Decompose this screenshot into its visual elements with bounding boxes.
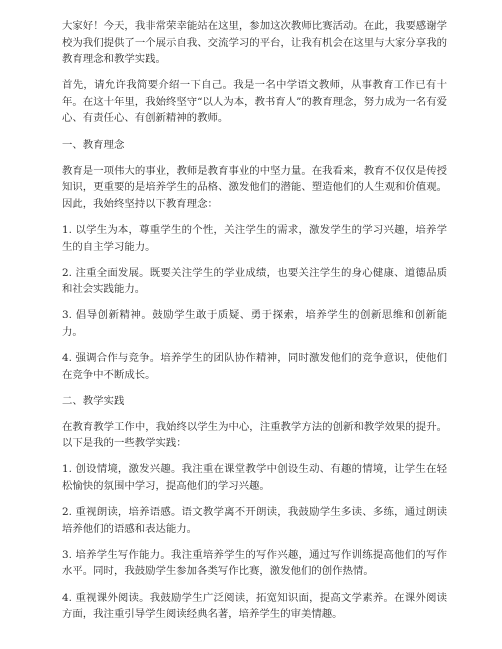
- philosophy-item-1: 1. 以学生为本，尊重学生的个性，关注学生的需求，激发学生的学习兴趣，培养学生的自主学习能力。: [62, 223, 447, 253]
- philosophy-item-3: 3. 倡导创新精神。鼓励学生敢于质疑、勇于探索，培养学生的创新思维和创新能力。: [62, 309, 447, 338]
- philosophy-paragraph: 教育是一项伟大的事业，教师是教育事业的中坚力量。在我看来，教育不仅仅是传授知识，更重要的是培养学生的品格、激发他们的潜能、塑造他们的人生观和价值观。因此，我始终坚持以下教育理念：: [62, 164, 447, 210]
- practice-item-2: 2. 重视朗读，培养语感。语文教学离不开朗读，我鼓励学生多读、多练，通过朗读培养他们的语感和表达能力。: [62, 506, 447, 535]
- section-heading-philosophy: 一、教育理念: [62, 138, 125, 151]
- practice-item-3: 3. 培养学生写作能力。我注重培养学生的写作兴趣，通过写作训练提高他们的写作水平。同时，我鼓励学生参加各类写作比赛，激发他们的创作热情。: [62, 548, 447, 578]
- practice-item-4: 4. 重视课外阅读。我鼓励学生广泛阅读，拓宽知识面，提高文学素养。在课外阅读方面，我注重引导学生阅读经典名著，培养学生的审美情趣。: [62, 591, 447, 621]
- intro-paragraph: 大家好！今天，我非常荣幸能站在这里，参加这次教师比赛活动。在此，我要感谢学校为我们提供了一个展示自我、交流学习的平台，让我有机会在这里与大家分享我的教育理念和教学实践。: [62, 20, 447, 66]
- practice-paragraph: 在教育教学工作中，我始终以学生为中心，注重教学方法的创新和教学效果的提升。以下是我的一些教学实践：: [62, 420, 447, 450]
- self-introduction-paragraph: 首先，请允许我简要介绍一下自己。我是一名中学语文教师，从事教育工作已有十年。在这十年里，我始终坚守“以人为本，教书育人”的教育理念，努力成为一名有爱心、有责任心、有创新精神的教师。: [62, 79, 447, 125]
- section-heading-practice: 二、教学实践: [62, 394, 125, 407]
- document-page: [62, 18, 447, 632]
- philosophy-item-2: 2. 注重全面发展。既要关注学生的学业成绩，也要关注学生的身心健康、道德品质和社会实践能力。: [62, 266, 447, 296]
- philosophy-item-4: 4. 强调合作与竞争。培养学生的团队协作精神，同时激发他们的竞争意识，使他们在竞争中不断成长。: [62, 352, 447, 381]
- practice-item-1: 1. 创设情境，激发兴趣。我注重在课堂教学中创设生动、有趣的情境，让学生在轻松愉快的氛围中学习，提高他们的学习兴趣。: [62, 463, 447, 493]
